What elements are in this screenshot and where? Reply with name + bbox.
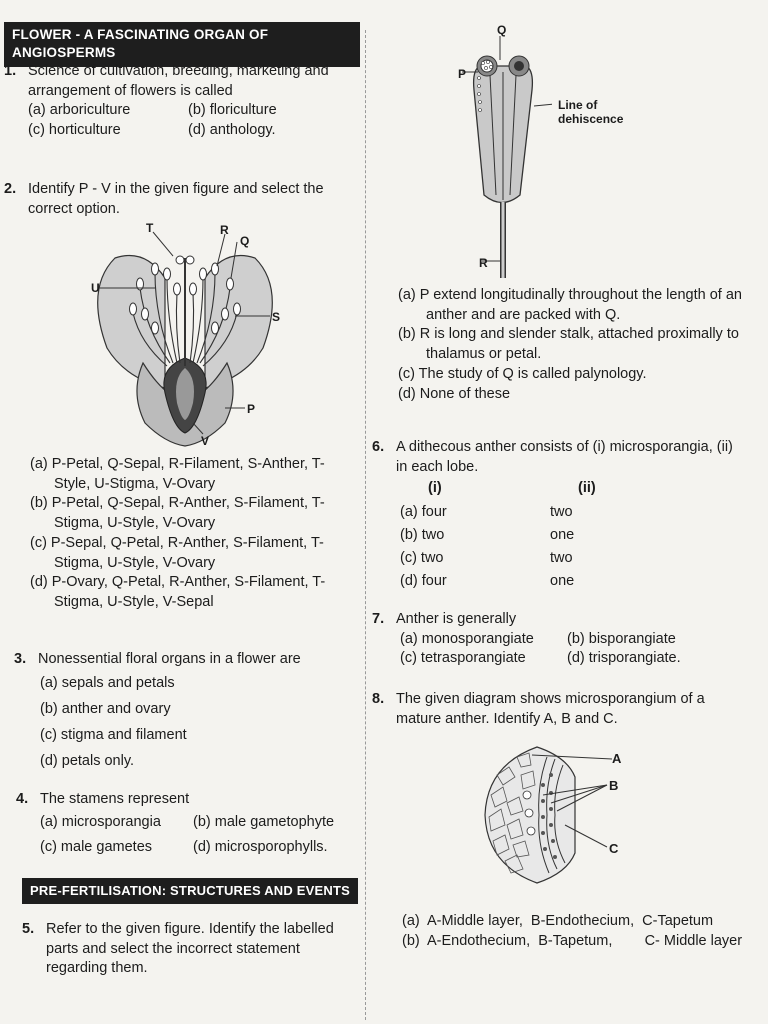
label-c: C (609, 841, 619, 856)
label-t: T (146, 221, 154, 235)
question-text: Anther is generally (396, 611, 517, 627)
header-i: (i) (428, 480, 442, 497)
option-a[interactable]: (a) P-Petal, Q-Sepal, R-Filament, S-Anther, T-Style, U-Stigma, V-Ovary (30, 456, 325, 492)
question-text: Identify P - V in the given figure and select the correct option. (28, 181, 324, 217)
label-q: Q (497, 23, 507, 37)
label-v: V (201, 434, 210, 448)
option-a[interactable]: (a) arboriculture (28, 102, 131, 119)
option-a[interactable]: (a) sepals and petals (40, 674, 175, 691)
options (28, 101, 348, 140)
microsporangium-diagram (477, 745, 617, 885)
question-number: 6. (372, 439, 385, 455)
question-2-options (30, 455, 360, 613)
option-b[interactable]: (b) A-Endothecium, B-Tapetum, C- Middle layer (402, 932, 743, 949)
question-2 (4, 180, 348, 219)
option-d[interactable]: (d) petals only. (40, 753, 135, 769)
label-p: P (247, 402, 256, 416)
table-header (400, 477, 734, 500)
table-row[interactable]: (d) four one (400, 573, 575, 590)
question-number: 1. (4, 63, 17, 79)
option-b[interactable]: (b) P-Petal, Q-Sepal, R-Anther, S-Filament, T-Stigma, U-Style, V-Ovary (30, 495, 325, 532)
option-c[interactable]: (c) horticulture (28, 122, 121, 139)
question-8-options (402, 912, 762, 951)
question-number: 5. (22, 921, 35, 937)
option-b[interactable]: (b) male gametophyte (193, 813, 335, 830)
label-p: P (458, 67, 467, 81)
question-text: Refer to the given figure. Identify the labelled parts and select the incorrect statement regarding them. (46, 921, 334, 977)
header-ii: (ii) (578, 480, 596, 497)
question-text: Science of cultivation, breeding, marketing and arrangement of flowers is called (28, 63, 329, 99)
table-row[interactable]: (b) two one (400, 526, 575, 543)
option-c[interactable]: (c) stigma and filament (40, 726, 187, 743)
option-a[interactable]: (a) A-Middle layer, B-Endothecium, C-Tapetum (402, 913, 714, 929)
option-c[interactable]: (c) The study of Q is called palynology. (398, 365, 647, 382)
option-a[interactable]: (a) P extend longitudinally throughout the length of an anther and are packed with Q. (398, 287, 742, 323)
options (40, 810, 346, 861)
option-b[interactable]: (b) R is long and slender stalk, attached proximally to thalamus or petal. (398, 326, 739, 363)
question-8 (372, 690, 734, 729)
label-s: S (272, 310, 281, 324)
option-c[interactable]: (c) P-Sepal, Q-Petal, R-Anther, S-Filament, T-Stigma, U-Style, V-Ovary (30, 534, 324, 571)
label-r: R (220, 223, 229, 237)
option-d[interactable]: (d) microsporophylls. (193, 839, 328, 856)
option-b[interactable]: (b) anther and ovary (40, 700, 171, 717)
label-q: Q (240, 234, 250, 248)
question-text: The given diagram shows microsporangium of a mature anther. Identify A, B and C. (396, 691, 705, 727)
question-5 (22, 920, 358, 979)
option-c[interactable]: (c) tetrasporangiate (400, 650, 526, 667)
label-u: U (91, 281, 100, 295)
section-banner-prefertilisation: PRE-FERTILISATION: STRUCTURES AND EVENTS (22, 878, 358, 904)
question-3 (14, 650, 354, 774)
option-a[interactable]: (a) microsporangia (40, 813, 161, 830)
options (400, 630, 734, 669)
section-banner-flower: FLOWER - A FASCINATING ORGAN OF ANGIOSPERMS (4, 22, 360, 67)
question-1 (4, 62, 348, 141)
option-d[interactable]: (d) None of these (398, 385, 511, 402)
option-b[interactable]: (b) floriculture (188, 102, 277, 119)
option-d[interactable]: (d) P-Ovary, Q-Petal, R-Anther, S-Filament, T-Stigma, U-Style, V-Sepal (30, 574, 326, 611)
label-line-of-dehiscence: Line of dehiscence (558, 98, 624, 127)
question-text: Nonessential floral organs in a flower are (38, 651, 301, 667)
question-number: 7. (372, 611, 385, 627)
question-6 (372, 438, 734, 593)
question-7 (372, 610, 734, 669)
question-number: 3. (14, 651, 27, 667)
table-row[interactable]: (c) two two (400, 550, 573, 566)
option-d[interactable]: (d) anthology. (188, 122, 276, 139)
label-b: B (609, 778, 619, 793)
column-divider (365, 30, 366, 1020)
question-text: A dithecous anther consists of (i) microsporangia, (ii) in each lobe. (396, 439, 733, 475)
question-text: The stamens represent (40, 791, 190, 807)
match-table (400, 477, 734, 593)
options (40, 670, 354, 774)
question-number: 2. (4, 181, 17, 197)
question-5-options (398, 286, 760, 404)
table-row[interactable]: (a) four two (400, 503, 573, 520)
option-a[interactable]: (a) monosporangiate (400, 630, 534, 647)
question-number: 4. (16, 791, 29, 807)
stamen-diagram (462, 30, 552, 280)
question-4 (16, 790, 346, 860)
option-b[interactable]: (b) bisporangiate (567, 630, 676, 647)
option-c[interactable]: (c) male gametes (40, 839, 153, 856)
question-number: 8. (372, 691, 385, 707)
label-r: R (479, 256, 488, 270)
option-d[interactable]: (d) trisporangiate. (567, 650, 681, 667)
label-a: A (612, 751, 622, 766)
